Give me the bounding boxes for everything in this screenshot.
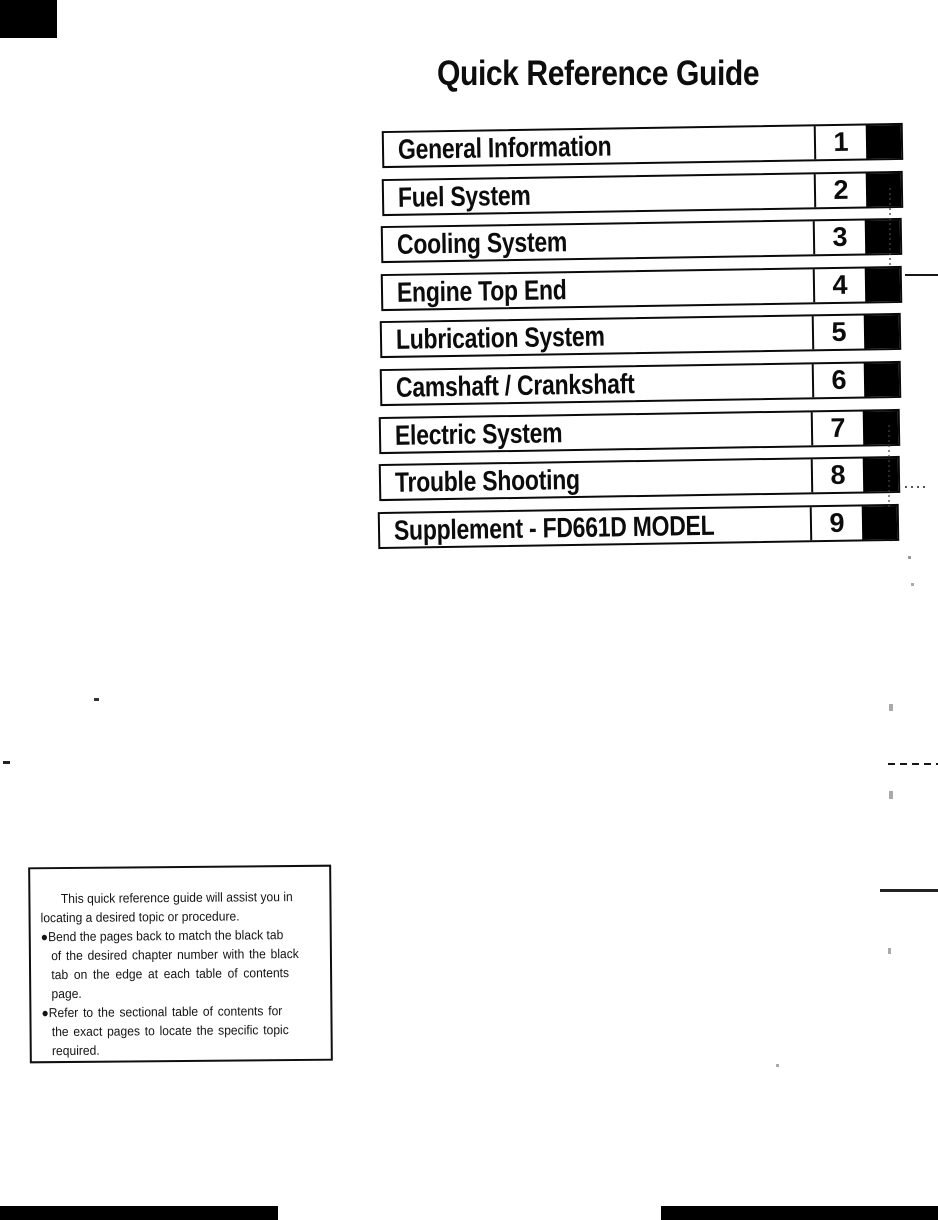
chapter-row [381, 218, 903, 263]
chapter-number: 7 [811, 411, 864, 445]
chapter-number: 9 [810, 506, 863, 540]
chapter-label: Cooling System [396, 225, 568, 260]
chapter-row [382, 171, 904, 216]
scan-smudge [889, 188, 891, 266]
chapter-tab-black [862, 506, 898, 540]
chapter-label: General Information [397, 129, 612, 165]
scan-speck [776, 1064, 779, 1067]
chapter-label: Camshaft / Crankshaft [395, 367, 635, 403]
chapter-number: 6 [812, 363, 865, 397]
chapter-number: 5 [812, 315, 865, 349]
chapter-row [381, 266, 903, 311]
chapter-row [379, 456, 901, 501]
chapter-label: Electric System [394, 416, 563, 451]
chapter-number: 8 [811, 458, 864, 492]
chapter-label: Trouble Shooting [394, 463, 581, 498]
scan-line-artifact [880, 889, 938, 892]
scan-speck [889, 704, 893, 711]
bottom-bar-left [0, 1206, 278, 1220]
note-text [40, 887, 324, 1060]
note-line: ●Bend the pages back to match the black tab [40, 927, 284, 945]
scan-smudge [888, 425, 890, 507]
scan-speck [908, 556, 911, 559]
chapter-tab-black [865, 220, 901, 254]
chapter-tab-black [866, 125, 902, 159]
scan-line-artifact [905, 274, 938, 276]
note-line: of the desired chapter number with the black [51, 945, 299, 964]
chapter-tab-black [863, 458, 899, 492]
chapter-tab-black [864, 363, 900, 397]
chapter-row [380, 361, 902, 406]
scan-speck [3, 761, 10, 764]
chapter-row [382, 123, 904, 168]
note-line: the exact pages to locate the specific topic [51, 1022, 289, 1040]
chapter-tab-black [864, 315, 900, 349]
note-line: ●Refer to the sectional table of contents for [41, 1003, 283, 1021]
chapter-number: 1 [814, 125, 867, 159]
scan-speck [889, 791, 893, 799]
scan-speck [911, 583, 914, 586]
chapter-row [378, 504, 900, 549]
scan-dashed-line-artifact [888, 763, 938, 765]
scan-speck [94, 698, 99, 701]
scan-corner-mark [0, 0, 57, 38]
chapter-label: Fuel System [397, 179, 531, 213]
chapter-tab-black [863, 411, 899, 445]
bottom-bar-right [661, 1206, 938, 1220]
chapter-number: 2 [814, 173, 867, 207]
chapter-tab-black [865, 268, 901, 302]
scan-speck [888, 948, 891, 954]
chapter-number: 3 [813, 220, 866, 254]
note-line: This quick reference guide will assist you in [60, 889, 293, 907]
note-line: page. [51, 985, 82, 1002]
note-line: tab on the edge at each table of contents [51, 965, 290, 983]
scan-dots [905, 486, 929, 488]
chapter-label: Lubrication System [395, 320, 605, 355]
page-title: Quick Reference Guide [437, 54, 760, 93]
note-line: required. [51, 1042, 100, 1059]
chapter-row [380, 313, 902, 358]
chapter-label: Supplement - FD661D MODEL [393, 509, 715, 546]
chapter-row [379, 409, 901, 454]
chapter-label: Engine Top End [396, 273, 567, 308]
chapter-tab-black [866, 173, 902, 207]
note-box [28, 865, 333, 1064]
note-line: locating a desired topic or procedure. [40, 908, 240, 926]
chapter-number: 4 [813, 268, 866, 302]
